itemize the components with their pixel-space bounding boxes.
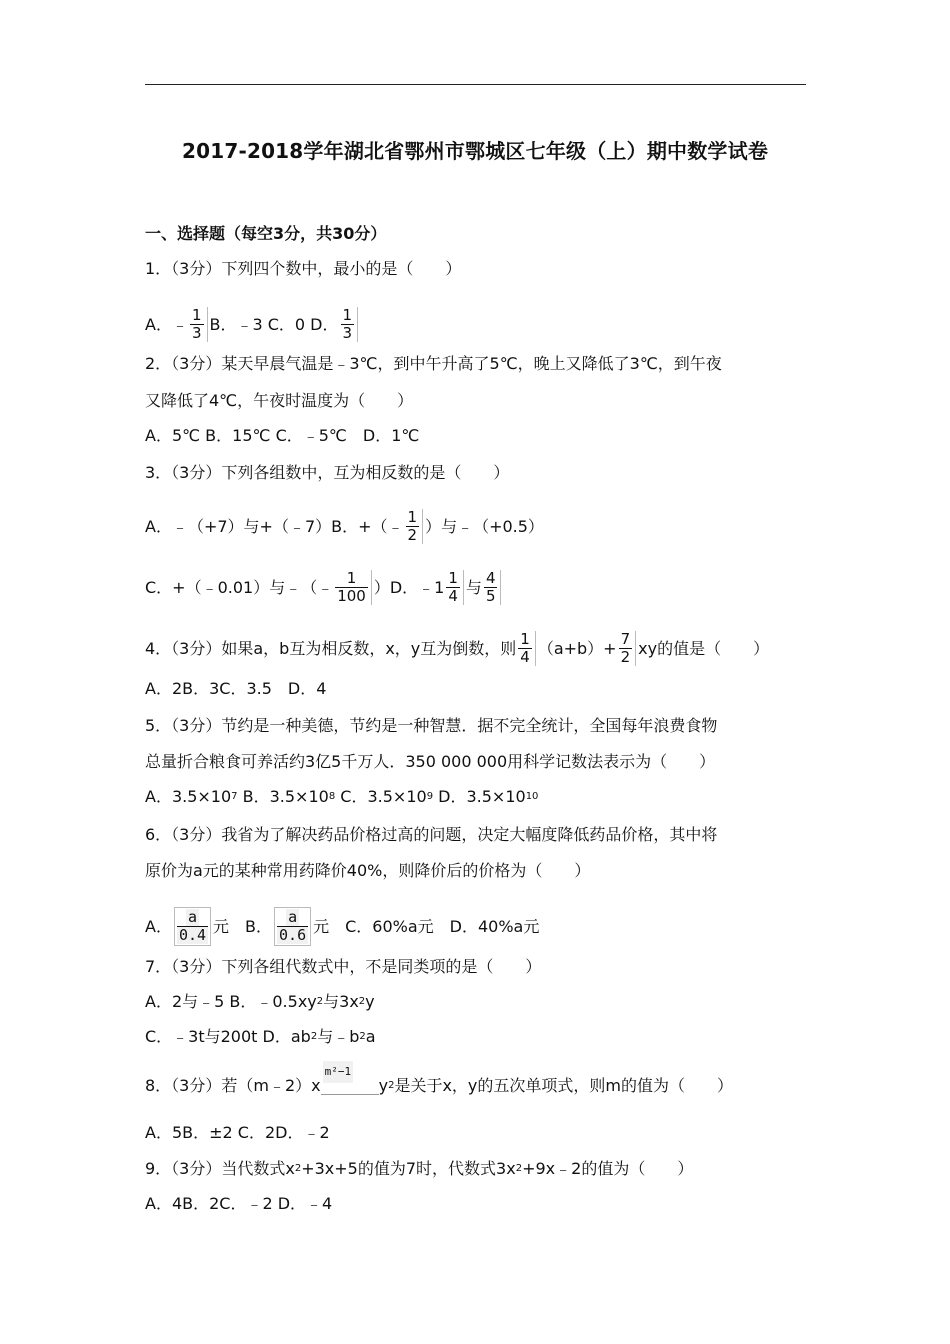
q6-fraction-a [174,907,211,946]
q4-fraction-2 [619,631,637,666]
q7-options-line1: A．2与﹣5 B．﹣0.5xy 2 与3x 2 y [145,992,375,1011]
q3-l1-suffix: ）与﹣（+0.5） [425,516,544,536]
fraction-denominator: 5 [485,587,496,605]
q1-options-mid: B．﹣3 C．0 D． [209,314,339,334]
q6-options-suffix: 元 C．60%a元 D．40%a元 [313,916,540,936]
q7-options-line2: C．﹣3t与200t D．ab 2 与﹣b 2 a [145,1027,376,1046]
q1-options [145,307,360,342]
q2-line2: 又降低了4℃，午夜时温度为（ ） [145,391,414,410]
q7-l1-a: A．2与﹣5 B．﹣0.5xy [145,992,317,1011]
q9-prefix: 9．（3分）当代数式x [145,1159,295,1178]
q6-fraction-b [274,907,311,946]
q3-fraction-d1 [446,570,464,605]
fraction-denominator: 0.6 [279,926,307,944]
q3-options-line1 [145,509,544,544]
q8-prefix: 8．（3分）若（m﹣2）x [145,1076,321,1095]
q3-fraction-c [335,570,372,605]
fraction-numerator: 1 [342,306,353,324]
q8-options: A．5B．±2 C．2D．﹣2 [145,1123,330,1142]
fraction-denominator: 4 [448,587,458,605]
q5-option-c: C．3.5×10 [335,787,427,806]
q7-l2-b: 与﹣b [317,1027,360,1046]
fraction-denominator: 3 [191,324,202,342]
q7-l1-b: 与3x [323,992,359,1011]
q5-option-a: A．3.5×10 [145,787,232,806]
q6-option-a-prefix: A． [145,916,172,936]
q8-exponent-image [321,1065,379,1097]
q2-line1: 2．（3分）某天早晨气温是﹣3℃，到中午升高了5℃，晚上又降低了3℃，到午夜 [145,354,722,373]
q8-exponent-underline [321,1094,379,1095]
fraction-numerator: 1 [448,569,458,587]
q4-stem [145,631,769,666]
fraction-numerator: 1 [407,508,418,526]
q3-l2-prefix: C．+（﹣0.01）与﹣（﹣ [145,577,334,597]
q6-line1: 6．（3分）我省为了解决药品价格过高的问题，决定大幅度降低药品价格，其中将 [145,825,718,844]
q6-option-a-suffix: 元 B． [213,916,273,936]
q7-stem: 7．（3分）下列各组代数式中，不是同类项的是（ ） [145,957,542,976]
q8-suffix: 是关于x，y的五次单项式，则m的值为（ ） [394,1076,733,1095]
fraction-numerator: 1 [191,306,202,324]
q3-stem: 3．（3分）下列各组数中，互为相反数的是（ ） [145,463,510,482]
q5-option-d: D．3.5×10 [433,787,526,806]
fraction-numerator: 1 [346,569,357,587]
q9-stem: 9．（3分）当代数式x 2 +3x+5的值为7时，代数式3x 2 +9x﹣2的值为（ ） [145,1159,694,1178]
header-rule [145,84,806,85]
q3-fraction-d2 [484,570,502,605]
fraction-denominator: 0.4 [178,926,207,944]
fraction-numerator: a [187,908,198,926]
fraction-denominator: 4 [520,648,530,666]
fraction-numerator: 4 [485,569,496,587]
q4-mid: （a+b）+ [537,638,617,658]
q3-l1-prefix: A．﹣（+7）与+（﹣7）B．+（﹣ [145,516,404,536]
page-title: 2017-2018学年湖北省鄂州市鄂城区七年级（上）期中数学试卷 [181,139,769,163]
q6-options [145,907,539,946]
q8-exponent-text: m²−1 [323,1061,354,1083]
q4-options: A．2B．3C．3.5 D．4 [145,679,327,698]
q7-l1-c: y [365,992,375,1011]
q4-suffix: xy的值是（ ） [638,638,770,658]
q1-fraction-a [190,307,208,342]
q1-option-a-prefix: A．﹣ [145,314,188,334]
q8-stem: 8．（3分）若（m﹣2）x m²−1 y 2 是关于x，y的五次单项式，则m的值为（ ） [145,1075,733,1097]
q5-options: A．3.5×10 7 B．3.5×10 8 C．3.5×10 9 D．3.5×10 10 [145,787,539,806]
fraction-denominator: 2 [620,648,631,666]
q2-options: A．5℃ B．15℃ C．﹣5℃ D．1℃ [145,426,420,445]
fraction-numerator: 1 [520,630,530,648]
q5-line1: 5．（3分）节约是一种美德，节约是一种智慧．据不完全统计，全国每年浪费食物 [145,716,718,735]
q9-mid: +3x+5的值为7时，代数式3x [301,1159,516,1178]
q1-fraction-d [341,307,359,342]
q9-options: A．4B．2C．﹣2 D．﹣4 [145,1194,333,1213]
fraction-denominator: 2 [407,526,418,544]
q4-fraction-1 [518,631,536,666]
q4-prefix: 4．（3分）如果a，b互为相反数，x，y互为倒数，则 [145,638,517,658]
q8-y: y [378,1076,389,1095]
fraction-numerator: a [288,908,298,926]
q3-l2-with: 与 [465,577,482,597]
fraction-denominator: 100 [337,587,366,605]
q3-l2-mid: ）D．﹣1 [373,577,445,597]
q6-line2: 原价为a元的某种常用药降价40%，则降价后的价格为（ ） [145,861,591,880]
q5-option-b: B．3.5×10 [237,787,329,806]
fraction-numerator: 7 [620,630,631,648]
q5-line2: 总量折合粮食可养活约3亿5千万人．350 000 000用科学记数法表示为（ ） [145,752,716,771]
q3-fraction-b [406,509,424,544]
q3-options-line2 [145,570,503,605]
q7-l2-a: C．﹣3t与200t D．ab [145,1027,311,1046]
section-heading: 一、选择题（每空3分，共30分） [145,224,387,243]
q9-suffix: +9x﹣2的值为（ ） [522,1159,694,1178]
q1-stem: 1．（3分）下列四个数中，最小的是（ ） [145,259,462,278]
fraction-denominator: 3 [342,324,353,342]
q7-l2-c: a [365,1027,376,1046]
